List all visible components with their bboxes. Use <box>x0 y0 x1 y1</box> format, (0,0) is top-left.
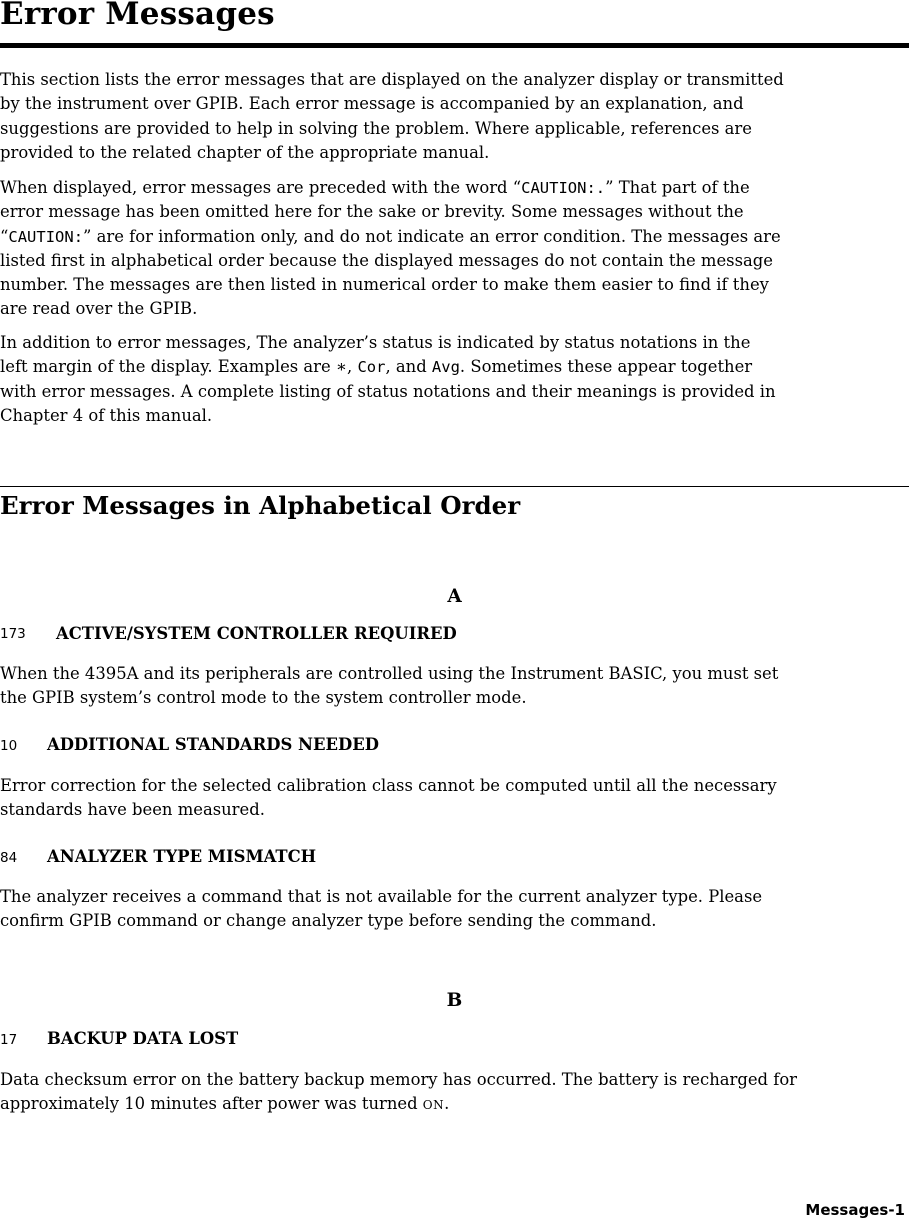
text-fragment: . <box>444 1094 450 1114</box>
text-fragment: approximately 10 minutes after power was turned <box>0 1094 423 1114</box>
intro-paragraph-3 <box>0 331 909 428</box>
text-line: The analyzer receives a command that is not available for the current analyzer type. Please <box>0 887 763 906</box>
power-on-label: ON <box>422 1098 445 1113</box>
text-line: by the instrument over GPIB. Each error message is accompanied by an explanation, and <box>0 94 744 114</box>
status-notation-star: ∗ <box>335 357 348 377</box>
page-title: Error Messages <box>0 0 275 32</box>
error-number: 17 <box>0 1032 18 1048</box>
text-line: When the 4395A and its peripherals are controlled using the Instrument BASIC, you must set <box>0 664 779 683</box>
intro-paragraph-2 <box>0 176 909 322</box>
status-notation-avg: Avg <box>431 358 460 377</box>
error-description <box>0 1068 909 1117</box>
text-line <box>0 355 909 379</box>
error-number: 10 <box>0 738 18 754</box>
text-line: listed first in alphabetical order because the displayed messages do not contain the message <box>0 250 773 270</box>
text-fragment: , and <box>385 357 432 377</box>
error-number: 84 <box>0 850 18 866</box>
section-title: Error Messages in Alphabetical Order <box>0 491 521 520</box>
section-divider <box>0 486 909 487</box>
text-line: error message has been omitted here for the sake or brevity. Some messages without the <box>0 202 744 222</box>
text-line: the GPIB system’s control mode to the system controller mode. <box>0 688 527 708</box>
title-divider <box>0 43 909 48</box>
text-line: In addition to error messages, The analyzer’s status is indicated by status notations in the <box>0 333 751 352</box>
letter-heading-b: B <box>446 990 463 1011</box>
text-line: suggestions are provided to help in solving the problem. Where applicable, references are <box>0 118 752 138</box>
error-number: 173 <box>0 626 26 642</box>
text-line <box>0 1092 909 1116</box>
status-notation-cor: Cor <box>357 358 386 377</box>
text-line: provided to the related chapter of the appropriate manual. <box>0 142 490 162</box>
text-fragment: “ <box>0 226 9 246</box>
error-title: BACKUP DATA LOST <box>47 1029 239 1048</box>
caution-code: CAUTION:. <box>521 179 606 197</box>
text-line <box>0 176 909 200</box>
text-line: This section lists the error messages that are displayed on the analyzer display or transmitted <box>0 70 784 89</box>
text-fragment: . Sometimes these appear together <box>459 357 753 377</box>
text-fragment: ” That part of the <box>605 178 750 197</box>
text-line: Error correction for the selected calibration class cannot be computed until all the necessary <box>0 776 777 795</box>
text-line: Data checksum error on the battery backup memory has occurred. The battery is recharged for <box>0 1070 798 1089</box>
text-fragment: , <box>347 357 358 377</box>
text-line: are read over the GPIB. <box>0 299 198 319</box>
text-line: standards have been measured. <box>0 800 265 820</box>
error-title: ANALYZER TYPE MISMATCH <box>47 847 317 866</box>
text-line: confirm GPIB command or change analyzer type before sending the command. <box>0 911 657 931</box>
text-fragment: left margin of the display. Examples are <box>0 357 336 377</box>
text-fragment: ” are for information only, and do not indicate an error condition. The messages are <box>83 226 781 246</box>
error-title: ACTIVE/SYSTEM CONTROLLER REQUIRED <box>56 624 457 643</box>
error-description <box>0 885 909 934</box>
error-description <box>0 774 909 823</box>
text-line <box>0 225 909 249</box>
error-title: ADDITIONAL STANDARDS NEEDED <box>47 735 379 754</box>
caution-code: CAUTION: <box>8 227 84 246</box>
text-fragment: When displayed, error messages are preceded with the word “ <box>0 178 522 197</box>
text-line: Chapter 4 of this manual. <box>0 405 213 425</box>
letter-heading-a: A <box>447 586 462 607</box>
intro-paragraph-1 <box>0 68 909 165</box>
page-footer: Messages-1 <box>805 1201 905 1219</box>
text-line: number. The messages are then listed in numerical order to make them easier to find if they <box>0 275 769 295</box>
error-description <box>0 662 909 711</box>
text-line: with error messages. A complete listing of status notations and their meanings is provided in <box>0 381 776 401</box>
